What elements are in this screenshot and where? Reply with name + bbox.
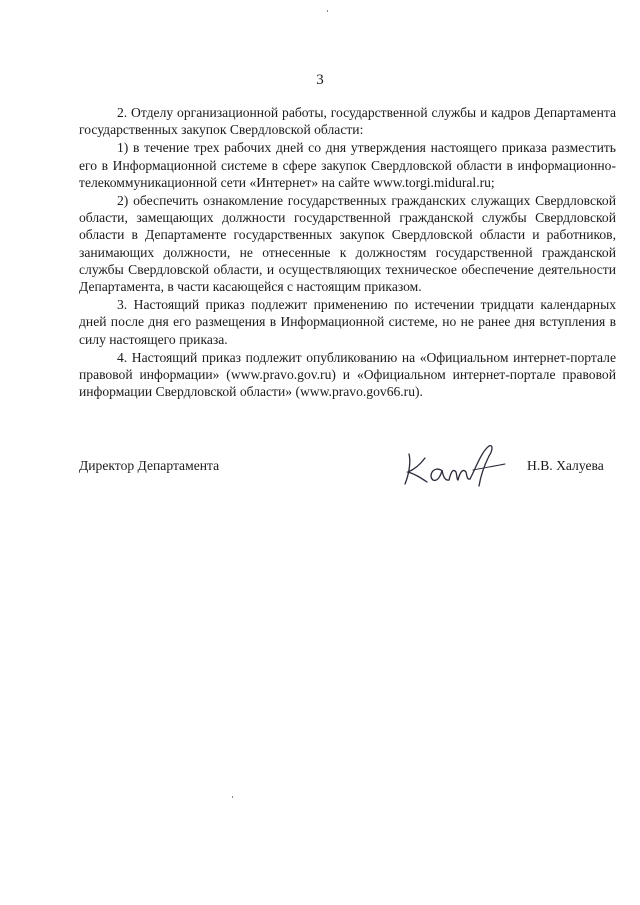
page-number: 3 — [316, 72, 324, 88]
signatory-title: Директор Департамента — [79, 458, 220, 473]
scan-speck — [327, 10, 328, 12]
paragraph-item-2: 2. Отделу организационной работы, государственной службы и кадров Департамента государственных закупок Свердловской области: — [79, 105, 616, 138]
document-body — [79, 104, 616, 400]
paragraph-item-3: 3. Настоящий приказ подлежит применению по истечении тридцати календарных дней после дня его размещения в Информационной системе, но не ранее дня вступления в силу настоящего приказа. — [79, 297, 616, 347]
signature-block — [79, 440, 616, 500]
scan-speck — [232, 796, 233, 798]
paragraph-item-4: 4. Настоящий приказ подлежит опубликованию на «Официальном интернет-портале правовой информации» (www.pravo.gov.ru) и «Официальном интернет-портале правовой информации Свердловской области» (www.pravo.gov66.ru). — [79, 349, 616, 400]
paragraph-subitem-1: 1) в течение трех рабочих дней со дня утверждения настоящего приказа разместить его в Информационной системе в сфере закупок Свердловской области в информационно-телекоммуникационной сети «Интернет» на сайте www.torgi.midural.ru; — [79, 140, 616, 190]
handwritten-signature — [401, 440, 521, 492]
signatory-name: Н.В. Халуева — [527, 458, 604, 473]
paragraph-subitem-2: 2) обеспечить ознакомление государственных гражданских служащих Свердловской области, замещающих должности государственной гражданской службы Свердловской области в Департаменте государственных закупок Свердловской области и работников, занимающих должности, не отнесенные к должностям государственной гражданской службы Свердловской области, и осуществляющих техническое обеспечение деятельности Департамента, в части касающейся с настоящим приказом. — [79, 193, 616, 295]
